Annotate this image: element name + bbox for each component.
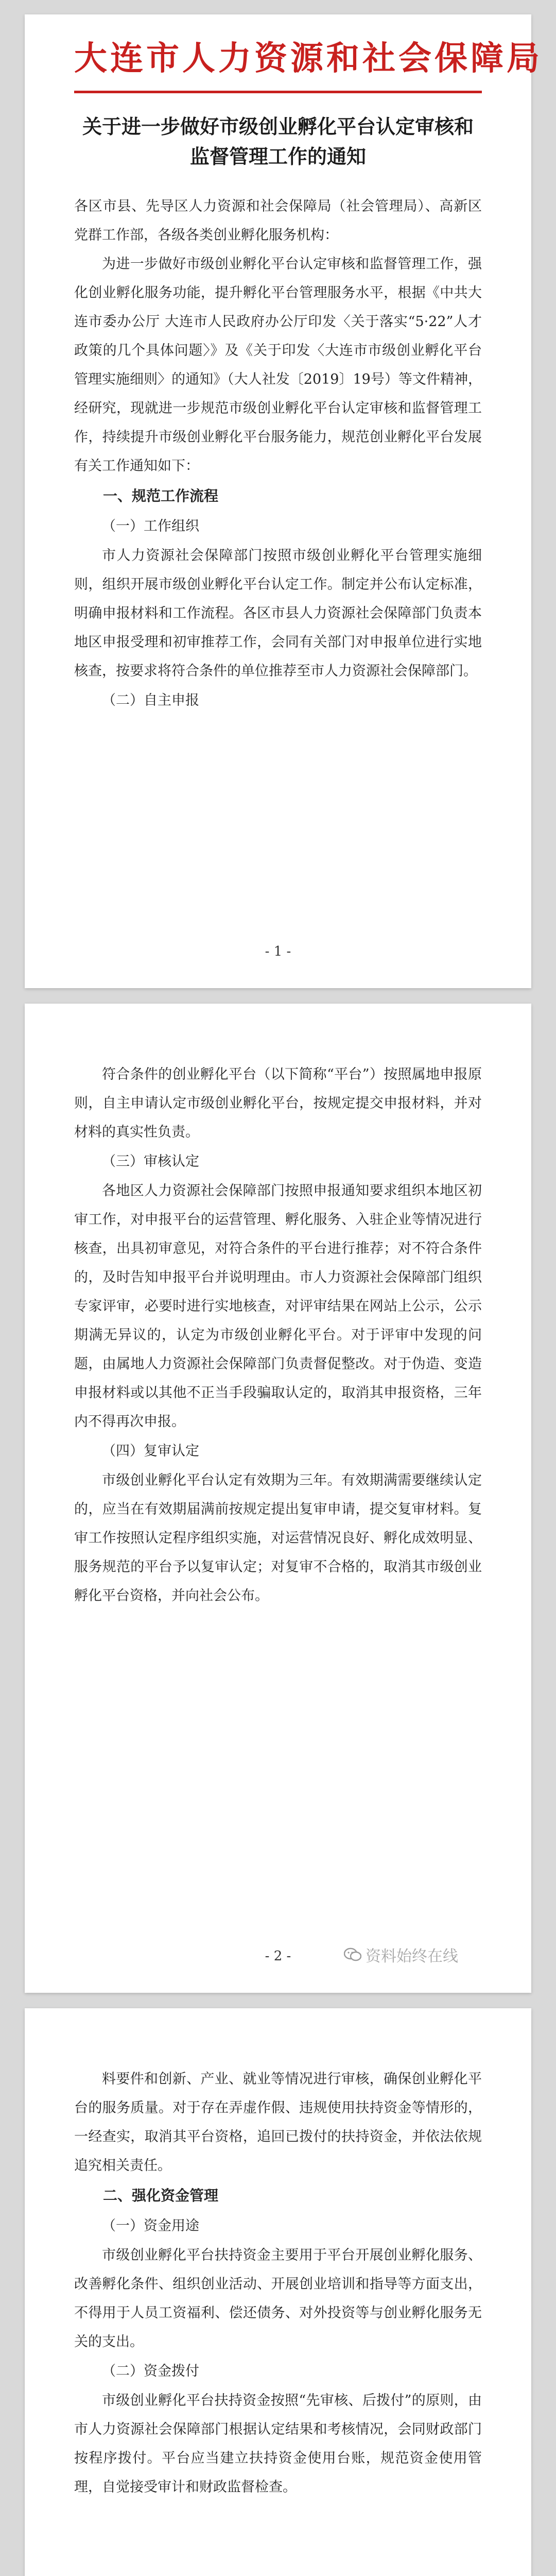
- subsection-heading: （三）审核认定: [102, 1154, 199, 1170]
- red-header-title: 大连市人力资源和社会保障局: [74, 39, 543, 78]
- red-header-rule: [74, 91, 482, 93]
- subsection-heading: （二）自主申报: [102, 692, 199, 708]
- intro-paragraph: 为进一步做好市级创业孵化平台认定审核和监督管理工作，强化创业孵化服务功能，提升孵化平台管理服务水平，根据《中共大连市委办公厅 大连市人民政府办公厅印发〈关于落实“5·22”人才政策的几个具体问题〉》及《关于印发〈大连市市级创业孵化平台管理实施细则〉的通知》（大人社发〔2019〕19号）等文件精神，经研究，现就进一步规范市级创业孵化平台认定审核和监督管理工作，持续提升市级创业孵化平台服务能力，规范创业孵化平台发展有关工作通知如下：: [74, 256, 482, 474]
- wechat-icon: [344, 1947, 361, 1962]
- page-number: - 2 -: [265, 1948, 291, 1964]
- watermark-text: 资料始终在线: [366, 1947, 458, 1965]
- section-heading: 一、规范工作流程: [103, 487, 219, 504]
- watermark-badge: [344, 1943, 458, 1966]
- salutation: 各区市县、先导区人力资源和社会保障局（社会管理局）、高新区党群工作部，各级各类创业孵化服务机构：: [74, 198, 482, 243]
- subsection-heading: （一）资金用途: [102, 2218, 199, 2234]
- body-paragraph: 料要件和创新、产业、就业等情况进行审核，确保创业孵化平台的服务质量。对于存在弄虚作假、违规使用扶持资金等情形的，一经查实，取消其平台资格，追回已拨付的扶持资金，并依法依规追究相关责任。: [74, 2071, 482, 2174]
- body-paragraph: 市级创业孵化平台扶持资金按照“先审核、后拨付”的原则，由市人力资源社会保障部门根据认定结果和考核情况，会同财政部门按程序拨付。平台应当建立扶持资金使用台账，规范资金使用管理，自觉接受审计和财政监督检查。: [74, 2393, 482, 2495]
- document-page-3: [25, 2008, 531, 2576]
- document-page-1: [25, 14, 543, 988]
- document-title: 关于进一步做好市级创业孵化平台认定审核和监督管理工作的通知: [82, 115, 474, 168]
- body-paragraph: 市级创业孵化平台认定有效期为三年。有效期满需要继续认定的，应当在有效期届满前按规定提出复审申请，提交复审材料。复审工作按照认定程序组织实施，对运营情况良好、孵化成效明显、服务规范的平台予以复审认定；对复审不合格的，取消其市级创业孵化平台资格，并向社会公布。: [74, 1472, 482, 1604]
- body-paragraph: 各地区人力资源社会保障部门按照申报通知要求组织本地区初审工作，对申报平台的运营管理、孵化服务、入驻企业等情况进行核查，出具初审意见，对符合条件的平台进行推荐；对不符合条件的，及时告知申报平台并说明理由。市人力资源社会保障部门组织专家评审，必要时进行实地核查，对评审结果在网站上公示，公示期满无异议的，认定为市级创业孵化平台。对于评审中发现的问题，由属地人力资源社会保障部门负责督促整改。对于伪造、变造申报材料或以其他不正当手段骗取认定的，取消其申报资格，三年内不得再次申报。: [74, 1183, 482, 1430]
- subsection-heading: （一）工作组织: [102, 518, 199, 534]
- subsection-heading: （二）资金拨付: [102, 2363, 199, 2379]
- subsection-heading: （四）复审认定: [102, 1443, 199, 1459]
- body-paragraph: 市人力资源社会保障部门按照市级创业孵化平台管理实施细则，组织开展市级创业孵化平台认定工作。制定并公布认定标准，明确申报材料和工作流程。各区市县人力资源社会保障部门负责本地区申报受理和初审推荐工作，会同有关部门对申报单位进行实地核查，按要求将符合条件的单位推荐至市人力资源社会保障部门。: [74, 548, 482, 679]
- page-number: - 1 -: [265, 944, 291, 959]
- section-heading: 二、强化资金管理: [103, 2187, 219, 2204]
- body-paragraph: 符合条件的创业孵化平台（以下简称“平台”）按照属地申报原则，自主申请认定市级创业孵化平台，按规定提交申报材料，并对材料的真实性负责。: [74, 1066, 482, 1140]
- document-page-2: [25, 1004, 531, 1993]
- body-paragraph: 市级创业孵化平台扶持资金主要用于平台开展创业孵化服务、改善孵化条件、组织创业活动、开展创业培训和指导等方面支出，不得用于人员工资福利、偿还债务、对外投资等与创业孵化服务无关的支出。: [74, 2247, 482, 2350]
